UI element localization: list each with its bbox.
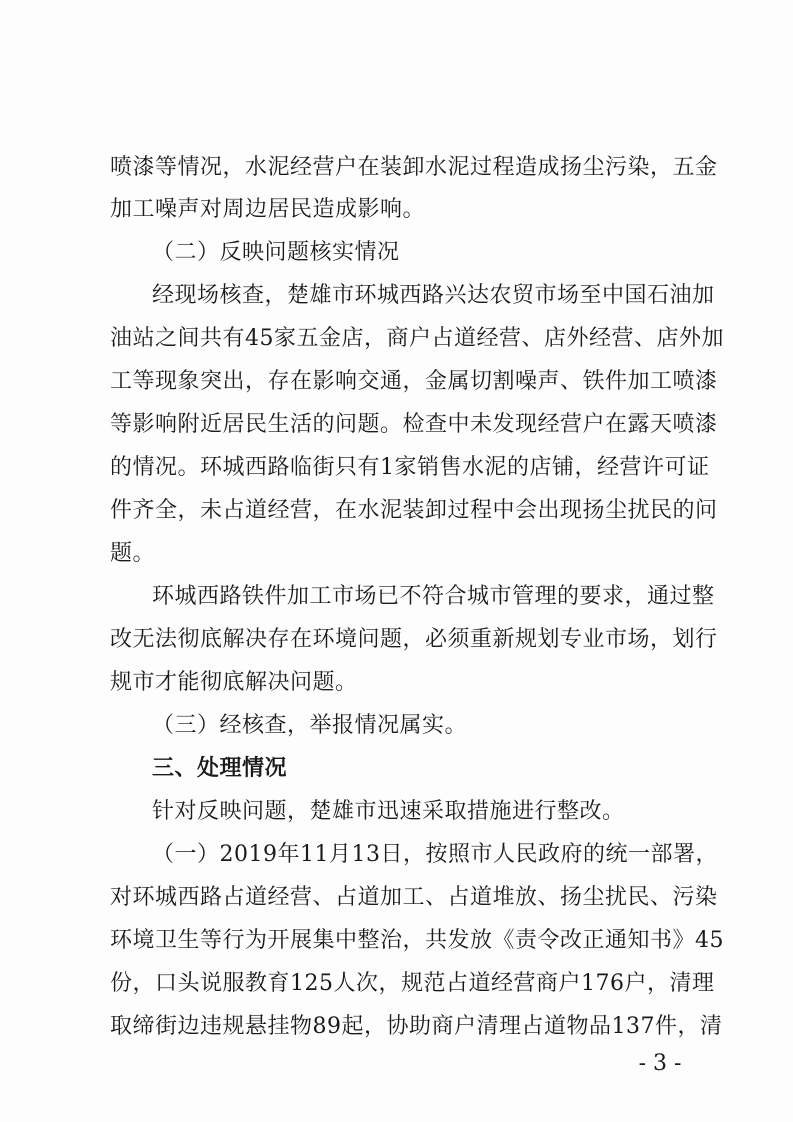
text-line-18: 对环城西路占道经营、占道加工、占道堆放、扬尘扰民、污染 — [110, 885, 718, 910]
text-line-21: 取缔街边违规悬挂物89起，协助商户清理占道物品137件，清 — [110, 1014, 723, 1039]
section-heading-3: （三）经核查，举报情况属实。 — [152, 713, 468, 738]
text-line-6: 工等现象突出，存在影响交通，金属切割噪声、铁件加工喷漆 — [110, 369, 718, 394]
text-line-17: （一）2019年11月13日，按照市人民政府的统一部署， — [152, 842, 718, 867]
text-line-1: 喷漆等情况，水泥经营户在装卸水泥过程造成扬尘污染，五金 — [110, 155, 718, 180]
text-line-13: 规市才能彻底解决问题。 — [110, 670, 358, 695]
text-line-2: 加工噪声对周边居民造成影响。 — [110, 197, 426, 222]
text-line-19: 环境卫生等行为开展集中整治，共发放《责令改正通知书》45 — [110, 928, 724, 953]
text-line-4: 经现场核查，楚雄市环城西路兴达农贸市场至中国石油加 — [152, 283, 715, 308]
text-line-20: 份，口头说服教育125人次，规范占道经营商户176户，清理 — [110, 971, 715, 996]
text-line-11: 环城西路铁件加工市场已不符合城市管理的要求，通过整 — [152, 584, 715, 609]
text-line-9: 件齐全，未占道经营，在水泥装卸过程中会出现扬尘扰民的问 — [110, 498, 718, 523]
text-line-5: 油站之间共有45家五金店，商户占道经营、店外经营、店外加 — [110, 326, 724, 351]
chapter-heading: 三、处理情况 — [152, 756, 288, 781]
text-line-12: 改无法彻底解决存在环境问题，必须重新规划专业市场，划行 — [110, 627, 718, 652]
section-heading-2: （二）反映问题核实情况 — [152, 240, 400, 265]
text-line-10: 题。 — [110, 541, 156, 566]
text-line-8: 的情况。环城西路临街只有1家销售水泥的店铺，经营许可证 — [110, 455, 710, 480]
text-line-7: 等影响附近居民生活的问题。检查中未发现经营户在露天喷漆 — [110, 412, 718, 437]
page-number: - 3 - — [638, 1051, 682, 1076]
text-line-16: 针对反映问题，楚雄市迅速采取措施进行整改。 — [152, 799, 625, 824]
